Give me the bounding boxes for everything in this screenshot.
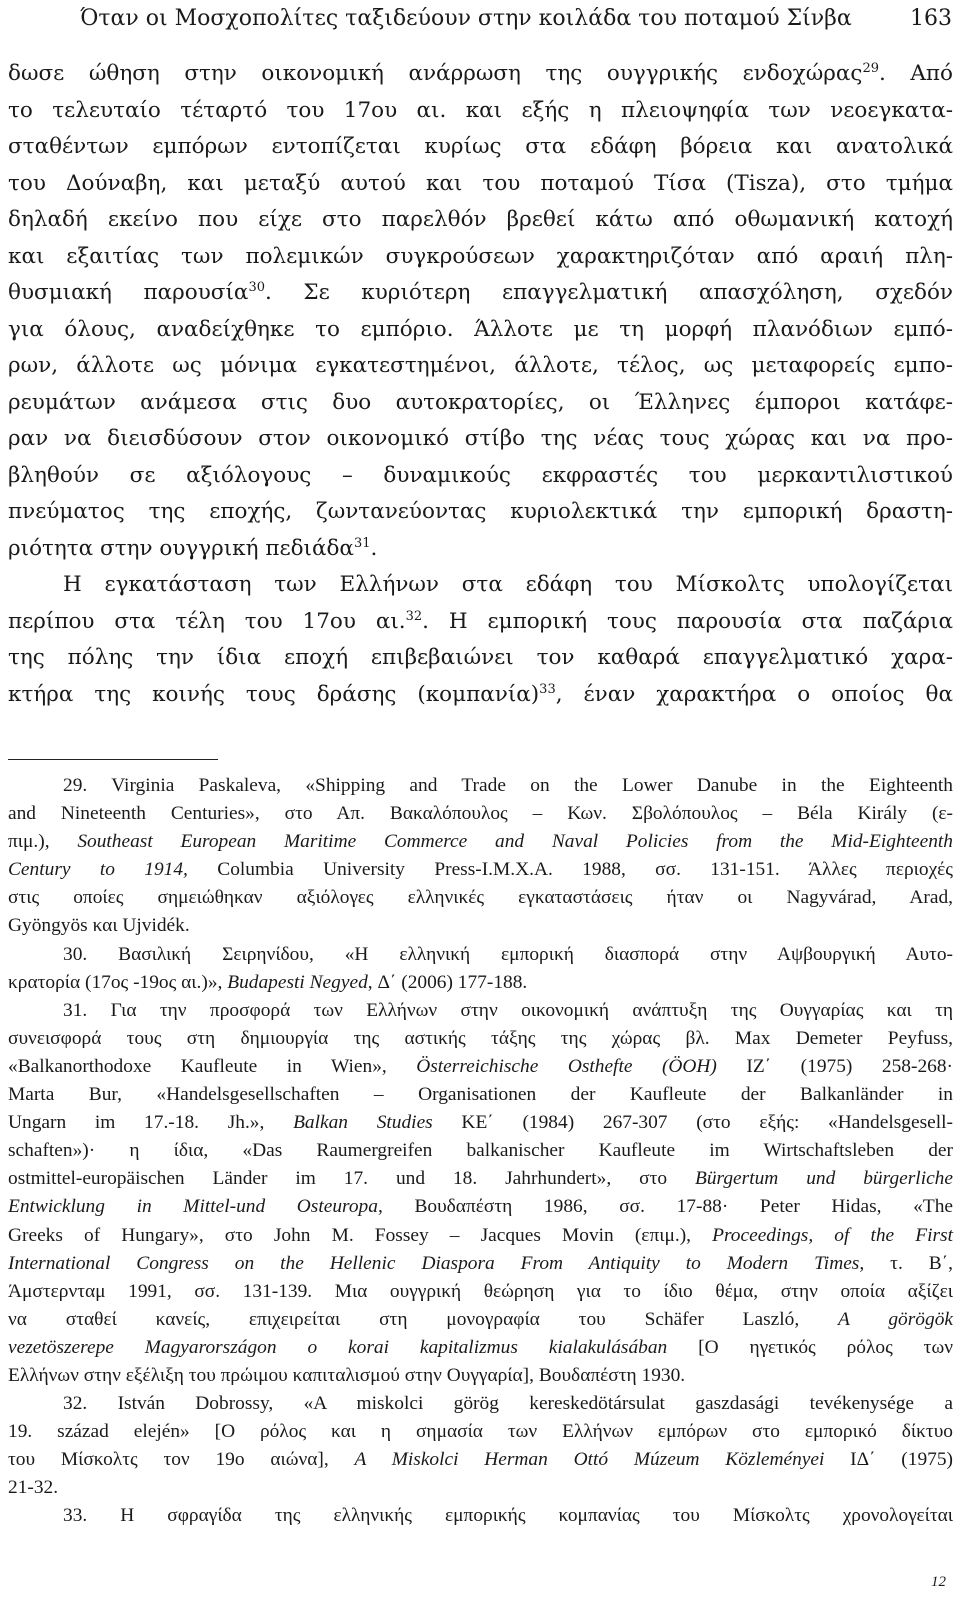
text-line: της πόλης την ίδια εποχή επιβεβαιώνει τον καθαρά επαγγελματικό χαρα-: [8, 645, 953, 670]
footnote-separator: [8, 759, 218, 760]
footnote-29: 29. Virginia Paskaleva, «Shipping and Trade on the Lower Danube in the Eighteenth: [63, 775, 953, 796]
running-header: [0, 6, 960, 42]
text-line: περίπου στα τέλη του 17ου αι.$^{32}$. Η εμπορική τους παρουσία στα παζάρια: [8, 608, 953, 634]
footnote-line: Gyöngyös και Ujvidék.: [8, 915, 190, 937]
footnote-ref: 30: [248, 279, 265, 295]
text-line: βληθούν σε αξιόλογους – δυναμικούς εκφραστές του μερκαντιλιστικού: [8, 462, 953, 488]
footnote-30: 30. Βασιλική Σειρηνίδου, «Η ελληνική εμπορική διασπορά στην Αψβουργική Αυτο-: [63, 943, 953, 965]
footnote-ref: 32: [405, 608, 423, 624]
footnote-line: ostmittel-europäischen Länder im 17. und 18. Jahrhundert», στο Bürgertum und bürgerliche: [8, 1168, 953, 1190]
footnote-line: schaften»)· η ίδια, «Das Raumergreifen balkanischer Kaufleute im Wirtschaftsleben der: [8, 1140, 953, 1162]
footnote-line: 21-32.: [8, 1477, 59, 1499]
text-line: δηλαδή εκείνο που είχε στο παρελθόν βρεθεί κάτω από οθωμανική κατοχή: [8, 207, 953, 232]
footnote-line: and Nineteenth Centuries», στο Απ. Βακαλόπουλος – Κων. Σβολόπουλος – Béla Király (ε-: [8, 803, 953, 825]
footnote-line: International Congress on the Hellenic Diaspora From Antiquity to Modern Times, τ. Β΄,: [8, 1252, 954, 1274]
footnote-line: να σταθεί κανείς, επιχειρείται στη μονογραφία του Schäfer Laszló, A görögök: [8, 1308, 953, 1330]
footnote-line: στις οποίες σημειώθηκαν αξιόλογες ελληνικές εγκαταστάσεις ήταν οι Nagyvárad, Arad,: [8, 887, 953, 909]
footnote-line: κρατορία (17ος -19ος αι.)», Budapesti Negyed, Δ΄ (2006) 177-188.: [8, 971, 528, 993]
text-line: ριότητα στην ουγγρική πεδιάδα$^{31}$.: [8, 535, 378, 561]
footnote-ref: 33: [539, 681, 556, 697]
footnote-line: Ελλήνων στην εξέλιξη του πρώιμου καπιταλισμού στην Ουγγαρία], Βουδαπέστη 1930.: [8, 1364, 686, 1386]
text-line: και εξαιτίας των πολεμικών συγκρούσεων χαρακτηριζόταν από αραιή πλη-: [8, 243, 953, 269]
text-line: ραν να διεισδύσουν στον οικονομικό στίβο της νέας τους χώρας και να προ-: [8, 426, 953, 451]
footnote-line: Century to 1914, Columbia University Press-I.M.X.A. 1988, σσ. 131-151. Άλλες περιοχές: [8, 859, 953, 881]
footnote-line: του Μίσκολτς τον 19ο αιώνα], A Miskolci Herman Ottó Múzeum Közleményei ΙΔ΄ (1975): [8, 1449, 953, 1471]
footnote-line: Ungarn im 17.-18. Jh.», Balkan Studies ΚΕ΄ (1984) 267-307 (στο εξής: «Handelsgesell-: [8, 1112, 953, 1134]
footnote-31: 31. Για την προσφορά των Ελλήνων στην οικονομική ανάπτυξη της Ουγγαρίας και τη: [63, 999, 953, 1021]
footnote-line: Marta Bur, «Handelsgesellschaften – Organisationen der Kaufleute der Balkanländer in: [8, 1084, 953, 1106]
footnote-line: συνεισφορά τους στη δημιουργία της αστικής τάξης της χώρας βλ. Max Demeter Peyfuss,: [8, 1027, 953, 1049]
footnote-ref: 31: [353, 535, 371, 551]
footer-page-number: 12: [931, 1574, 946, 1590]
footnote-33: 33. Η σφραγίδα της ελληνικής εμπορικής κομπανίας του Μίσκολτς χρονολογείται: [63, 1505, 953, 1527]
running-title: Όταν οι Μοσχοπολίτες ταξιδεύουν στην κοιλάδα του ποταμού Σίνβα: [80, 6, 852, 31]
footnote-line: Greeks of Hungary», στο John M. Fossey – Jacques Movin (επιμ.), Proceedings, of the First: [8, 1224, 953, 1246]
main-text: [8, 56, 953, 713]
footnotes: [8, 772, 953, 1531]
text-line: για όλους, αναδείχθηκε το εμπόριο. Άλλοτε με τη μορφή πλανόδιων εμπό-: [8, 316, 953, 342]
text-line: θυσμιακή παρουσία$^{30}$. Σε κυριότερη επαγγελματική απασχόληση, σχεδόν: [8, 279, 953, 305]
page-number: 163: [910, 6, 952, 31]
footnote-line: 19. század elején» [Ο ρόλος και η σημασία των Ελλήνων εμπόρων στο εμπορικό δίκτυο: [8, 1421, 953, 1443]
text-line: ρων, άλλοτε ως μόνιμα εγκατεστημένοι, άλλοτε, τέλος, ως μεταφορείς εμπο-: [8, 353, 953, 378]
footnote-ref: 29: [862, 60, 879, 76]
text-line: κτήρα της κοινής τους δράσης $(\kappa o\mu\pi\alpha\nu ί\alpha)^{33}$, έναν χαρακτήρα ο οποίος θα: [8, 681, 953, 707]
footnote-line: Entwicklung in Mittel-und Osteuropa, Βουδαπέστη 1986, σσ. 17-88· Peter Hidas, «The: [8, 1196, 953, 1218]
text-line: Η εγκατάσταση των Ελλήνων στα εδάφη του Μίσκολτς υπολογίζεται: [63, 572, 953, 597]
text-line: πνεύματος της εποχής, ζωντανεύοντας κυριολεκτικά την εμπορική δραστη-: [8, 499, 953, 524]
footnote-line: «Balkanorthodoxe Kaufleute in Wien», Österreichische Osthefte (ÖOH) ΙΖ΄ (1975) 258-268·: [8, 1055, 953, 1077]
footnote-line: πιμ.), Southeast European Maritime Commerce and Naval Policies from the Mid-Eighteenth: [8, 831, 953, 853]
text-line: σταθέντων εμπόρων εντοπίζεται κυρίως στα εδάφη βόρεια και ανατολικά: [8, 134, 953, 159]
text-line: το τελευταίο τέταρτό του 17ου αι. και εξής η πλειοψηφία των νεοεγκατα-: [8, 97, 953, 123]
footnote-line: Άμστερνταμ 1991, σσ. 131-139. Μια ουγγρική θεώρηση για το ίδιο θέμα, στην οποία αξίζει: [8, 1280, 953, 1302]
text-line: δωσε ώθηση στην οικονομική ανάρρωση της ουγγρικής ενδοχώρας$^{29}$. Από: [8, 60, 953, 86]
footnote-line: vezetöszerepe Magyarországon o korai kapitalizmus kialakulásában [Ο ηγετικός ρόλος των: [8, 1336, 953, 1358]
text-line: του Δούναβη, και μεταξύ αυτού και του ποταμού Τίσα (Tisza), στο τμήμα: [8, 170, 953, 196]
footnote-32: 32. István Dobrossy, «A miskolci görög kereskedötársulat gaszdasági tevékenysége a: [63, 1393, 953, 1415]
text-line: ρευμάτων ανάμεσα στις δυο αυτοκρατορίες, οι Έλληνες έμποροι κατάφε-: [8, 389, 953, 415]
